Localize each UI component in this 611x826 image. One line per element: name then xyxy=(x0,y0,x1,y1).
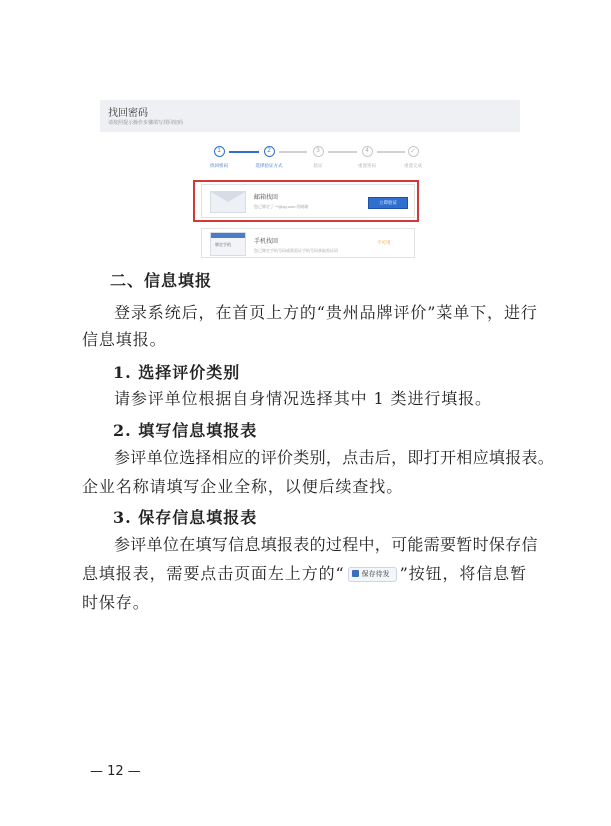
email-recovery-option[interactable] xyxy=(201,184,415,218)
step-label: 重置密码 xyxy=(358,163,376,168)
page-number: — 12 — xyxy=(90,764,141,779)
phone-card-icon xyxy=(210,232,246,256)
step-number: 2 xyxy=(264,146,275,157)
intro-line-2: 信息填报。 xyxy=(82,330,167,349)
item3-line-3: 时保存。 xyxy=(82,593,150,612)
email-option-description: 您已绑定了 **@qq.com 的邮箱 xyxy=(254,204,309,209)
step-number: 1 xyxy=(214,146,225,157)
screenshot-subtitle: 请按照提示操作步骤填写找回密码 xyxy=(108,120,184,126)
step-1 xyxy=(199,146,239,169)
section-heading: 二、信息填报 xyxy=(110,271,213,290)
unavailable-link[interactable]: 不可用 xyxy=(377,240,391,245)
phone-option-title: 手机找回 xyxy=(254,239,279,245)
screenshot-title: 找回密码 xyxy=(108,108,148,119)
item1-text: 请参评单位根据自身情况选择其中 1 类进行填报。 xyxy=(114,389,492,408)
save-draft-label: 保存待发 xyxy=(361,571,390,578)
item2-heading: 2. 填写信息填报表 xyxy=(113,421,258,440)
floppy-disk-icon xyxy=(352,570,359,577)
item3-line-2-text: 息填报表，需要点击页面左上方的“ xyxy=(82,564,345,583)
check-icon: ✓ xyxy=(408,146,419,157)
item3-line-1: 参评单位在填写信息填报表的过程中，可能需要暂时保存信 xyxy=(114,535,538,554)
screenshot-header xyxy=(100,100,520,132)
step-4 xyxy=(347,146,387,169)
item3-line-2 xyxy=(82,564,527,584)
step-label: 验证 xyxy=(313,163,323,168)
intro-line-1: 登录系统后，在首页上方的“贵州品牌评价”菜单下，进行 xyxy=(114,303,538,322)
phone-card-label: 绑定手机 xyxy=(215,242,231,247)
item2-line-2: 企业名称请填写企业全称，以便后续查找。 xyxy=(82,477,404,496)
password-recovery-screenshot xyxy=(100,100,520,260)
verify-now-button[interactable]: 立即验证 xyxy=(368,197,408,209)
step-3 xyxy=(298,146,338,169)
step-label: 选择验证方式 xyxy=(255,163,283,168)
envelope-icon xyxy=(210,191,246,213)
step-number: 3 xyxy=(313,146,324,157)
step-label: 找回密码 xyxy=(210,163,228,168)
step-5 xyxy=(393,146,433,169)
step-2 xyxy=(249,146,289,169)
progress-steps xyxy=(204,146,422,174)
phone-option-description: 您已绑定手机号码或需验证手机号码获取验证码 xyxy=(254,248,338,253)
item3-heading: 3. 保存信息填报表 xyxy=(113,508,258,527)
item1-heading: 1. 选择评价类别 xyxy=(113,363,241,382)
save-draft-button xyxy=(348,567,397,582)
email-option-title: 邮箱找回 xyxy=(254,195,279,201)
step-label: 重置完成 xyxy=(404,163,422,168)
phone-recovery-option[interactable] xyxy=(201,228,415,258)
item2-line-1: 参评单位选择相应的评价类别，点击后，即打开相应填报表。 xyxy=(114,448,555,467)
item3-line-2-tail: ”按钮，将信息暂 xyxy=(399,564,527,583)
step-number: 4 xyxy=(362,146,373,157)
